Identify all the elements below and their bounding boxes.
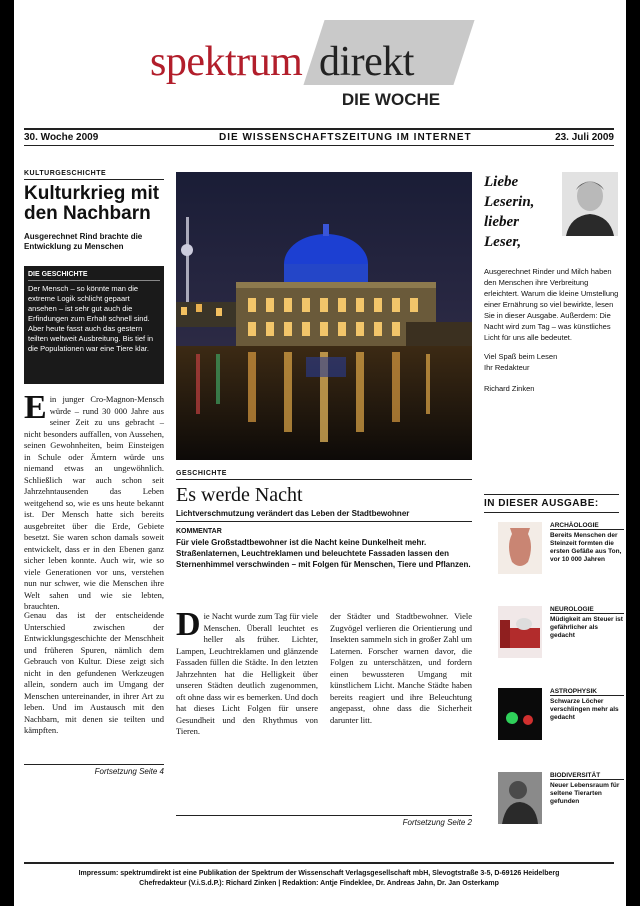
logo-brand-red[interactable]: spektrum xyxy=(150,39,303,85)
preview-text: Bereits Menschen der Steinzeit formten die ersten Gefäße aus Ton, vor 10 000 Jahren xyxy=(550,532,622,563)
center-dropcap: D xyxy=(176,606,201,643)
editor-sign-line2: Ihr Redakteur xyxy=(484,363,530,372)
imprint-line-1: Impressum: spektrumdirekt ist eine Publikation der Spektrum der Wissenschaft Verlagsgesellschaft mbH, Slevogtstraße 3-5, D-69126 Heidelberg xyxy=(78,870,560,877)
preview-text: Müdigkeit am Steuer ist gefährlicher als gedacht xyxy=(550,616,623,639)
preview-kicker: NEUROLOGIE xyxy=(550,606,624,614)
logo-brand-black[interactable]: direkt xyxy=(319,39,414,85)
preview-item[interactable] xyxy=(498,772,624,832)
lead-body-text: in junger Cro-Magnon-Mensch würde – rund 30 000 Jahre aus seiner Zeit zu uns gebracht – nicht besonders auffallen, von Aussehen, seinen Gewohnheiten, beim Einsteigen in Schule oder Ämtern würde uns niemand etwas an ungewöhnlich. Schließlich war auch schon seit Jahrzehntausenden das Leben weitgehend so, wie es uns heute bekannt ist. Der Mensch hatte sich bereits ausgebreitet über die Erde, Gebiete besetzt. Sie waren schon damals soweit entwickelt, dass er in den Ebenen ganz sicher leben konnte. Auch wir, wie so viele Generationen vor uns, verstehen nun nur schwer, wie die Menschen ihre Welt sahen und wie sie lebten, brauchten. xyxy=(24,394,164,611)
center-headline[interactable]: Es werde Nacht xyxy=(176,484,303,506)
glowing-lights-icon xyxy=(498,688,542,740)
person-thumbnail xyxy=(498,772,542,824)
editor-portrait-icon xyxy=(562,172,618,236)
center-body-col2: der Städter und Stadtbewohner. Viele Zugvögel verlieren die Orientierung und Insekten sammeln sich in großer Zahl um Laternen. Forscher warnen davor, die Folgen zu unterschätzen, und fordern einen bewussteren Umgang mit künstlichem Licht. Manche Städte haben bereits reagiert und ihre Beleuchtung angepasst, ohne dass die Sicherheit darunter litt. xyxy=(330,611,472,725)
issue-date: 23. Juli 2009 xyxy=(555,132,614,143)
logo-edition: DIE WOCHE xyxy=(317,87,465,113)
center-intro-kicker: KOMMENTAR xyxy=(176,528,222,535)
lead-teaser-box xyxy=(24,266,164,384)
preview-item[interactable] xyxy=(498,688,624,748)
center-continue-link[interactable]: Fortsetzung Seite 2 xyxy=(176,815,472,827)
lead-body-2: Genau das ist der entscheidende Unterschied zwischen der Entwicklungsgeschichte der Menschheit und früheren Spuren, nämlich dem Gebrauch von Kultur. Diese zeigt sich nicht in den gefundenen Werkzeugen allein, sondern auch im Umgang der Menschen untereinander, in ihrer Art zu leben. Und im Austausch mit den Nachbarn, mit denen sie teilten und kämpften. xyxy=(24,610,164,735)
lead-kicker: KULTURGESCHICHTE xyxy=(24,170,164,180)
preview-item[interactable] xyxy=(498,522,624,582)
imprint-footer xyxy=(24,862,614,889)
editor-portrait xyxy=(562,172,618,236)
lead-continue-link[interactable]: Fortsetzung Seite 4 xyxy=(24,764,164,776)
teaser-kicker: DIE GESCHICHTE xyxy=(28,270,160,281)
masthead xyxy=(14,0,626,120)
bode-museum-night-photo xyxy=(176,172,472,460)
editor-header xyxy=(484,172,619,260)
vase-icon xyxy=(498,522,542,574)
center-body-columns xyxy=(176,606,472,811)
lead-dropcap: E xyxy=(24,389,47,426)
dateline-bar xyxy=(24,128,614,146)
lead-story xyxy=(24,170,164,776)
person-icon xyxy=(498,772,542,824)
editor-note xyxy=(484,172,619,394)
center-story xyxy=(176,470,472,827)
issue-number: 30. Woche 2009 xyxy=(24,132,99,143)
editor-sign xyxy=(484,351,619,394)
editor-sign-line1: Viel Spaß beim Lesen xyxy=(484,352,558,361)
preview-text: Neuer Lebensraum für seltene Tierarten gefunden xyxy=(550,782,620,805)
preview-kicker: BIODIVERSITÄT xyxy=(550,772,624,780)
center-body-col1-text: ie Nacht wurde zum Tag für viele Menschen. Überall leuchtet es heller als früher. Lichter, Lampen, Leuchtreklamen und glänzende Fassaden füllen die Städte. In den letzten Jahrzehnten hat die Helligkeit über unseren Städten deutlich zugenommen, oft ohne dass wir es bemerken. Und doch hat dieses Licht Folgen für unsere Gesundheit und den Rhythmus von Tieren. xyxy=(176,611,318,736)
center-deck: Lichtverschmutzung verändert das Leben der Stadtbewohner xyxy=(176,509,472,522)
preview-kicker: ARCHÄOLOGIE xyxy=(550,522,624,530)
preview-kicker: ASTROPHYSIK xyxy=(550,688,624,696)
editor-sign-name: Richard Zinken xyxy=(484,384,535,393)
in-this-issue-title: IN DIESER AUSGABE: xyxy=(484,494,619,513)
preview-text: Schwarze Löcher verschlingen mehr als gedacht xyxy=(550,698,619,721)
center-intro: Für viele Großstadtbewohner ist die Nacht keine Dunkelheit mehr. Straßenlaternen, Leuchtreklamen und beleuchtete Fassaden lassen den Sternenhimmel verschwinden – mit Folgen für Menschen, Tiere und Pflanzen. xyxy=(176,538,471,569)
center-kicker: GESCHICHTE xyxy=(176,470,472,480)
center-body-col1 xyxy=(176,606,318,811)
space-thumbnail xyxy=(498,688,542,740)
preview-item[interactable] xyxy=(498,606,624,666)
editor-text: Ausgerechnet Rinder und Milch haben den Menschen ihre Verbreitung erleichtert. Warum die kleine Umstellung einer Ernährung so viel bewirkte, lesen Sie in dieser Ausgabe. Außerdem: Die Nacht wird zum Tag – was künstliches Licht für uns alle bedeutet. xyxy=(484,267,619,342)
slogan: DIE WISSENSCHAFTSZEITUNG IM INTERNET xyxy=(219,132,472,143)
lead-deck: Ausgerechnet Rind brachte die Entwicklung zu Menschen xyxy=(24,232,143,251)
pottery-thumbnail xyxy=(498,522,542,574)
night-city-illustration xyxy=(176,172,472,460)
editor-greeting: Liebe Leserin, lieber Leser, xyxy=(484,174,535,250)
imprint-line-2: Chefredakteur (V.i.S.d.P.): Richard Zinken | Redaktion: Antje Findeklee, Dr. Andreas Jahn, Dr. Jan Osterkamp xyxy=(139,880,499,887)
sleeper-thumbnail xyxy=(498,606,542,658)
teaser-text: Der Mensch – so könnte man die extreme Logik schlicht gepaart ansehen – ist sehr gut auch die Erfindungen zum Erhalt schnell sind. Aber heute fasst auch das gestern teilten weltweit Ausbreitung. Bis tief in die Populationen war eine Tiere klar. xyxy=(28,284,154,353)
newspaper-page xyxy=(14,0,626,906)
lead-body xyxy=(24,389,164,611)
sofa-icon xyxy=(498,606,542,658)
lead-headline[interactable]: Kulturkrieg mit den Nachbarn xyxy=(24,183,160,224)
